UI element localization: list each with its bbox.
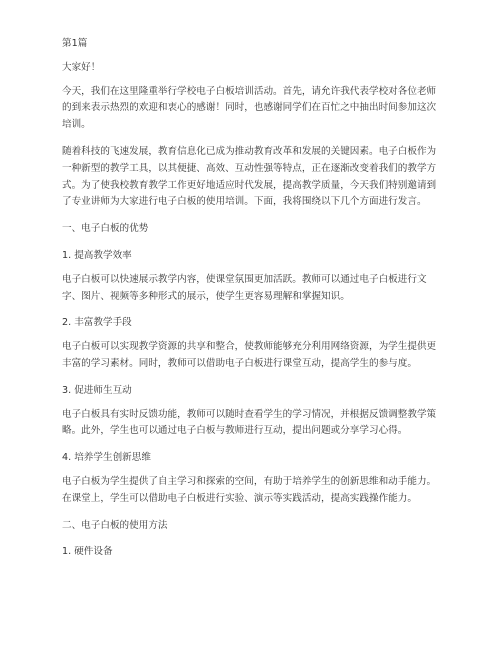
item-5-title: 1. 硬件设备 — [62, 546, 113, 558]
item-4-body: 电子白板为学生提供了自主学习和探索的空间，有助于培养学生的创新思维和动手能力。在课堂上，学生可以借助电子白板进行实验、演示等实践活动，提高实践操作能力。 — [62, 475, 437, 504]
item-1-title: 1. 提高教学效率 — [62, 249, 132, 261]
document-page — [62, 36, 444, 561]
item-1-body: 电子白板可以快速展示教学内容，使课堂氛围更加活跃。教师可以通过电子白板进行文字、图片、视频等多种形式的展示，使学生更容易理解和掌握知识。 — [62, 273, 427, 302]
section-2-title: 二、电子白板的使用方法 — [62, 519, 168, 531]
item-2-title: 2. 丰富教学手段 — [62, 317, 132, 329]
section-1-title: 一、电子白板的优势 — [62, 223, 149, 235]
item-2-body: 电子白板可以实现教学资源的共享和整合，使教师能够充分利用网络资源，为学生提供更丰富的学习素材。同时，教师可以借助电子白板进行课堂互动，提高学生的参与度。 — [62, 341, 437, 369]
item-4-title: 4. 培养学生创新思维 — [62, 452, 151, 464]
document-heading: 第1篇 — [62, 38, 88, 49]
intro-paragraph-2: 随着科技的飞速发展，教育信息化已成为推动教育改革和发展的关键因素。电子白板作为一种新型的教学工具，以其便捷、高效、互动性强等特点，正在逐渐改变着我们的教学方式。为了使我校教育教学工作更好地适应时代发展，提高教学质量，今天我们特别邀请到了专业讲师为大家进行电子白板的使用培训。下面，我将围绕以下几个方面进行发言。 — [62, 145, 437, 208]
intro-paragraph-1: 今天，我们在这里隆重举行学校电子白板培训活动。首先，请允许我代表学校对各位老师的到来表示热烈的欢迎和衷心的感谢！同时，也感谢同学们在百忙之中抽出时间参加这次培训。 — [62, 85, 437, 131]
greeting: 大家好！ — [62, 61, 101, 73]
item-3-body: 电子白板具有实时反馈功能，教师可以随时查看学生的学习情况，并根据反馈调整教学策略。此外，学生也可以通过电子白板与教师进行互动，提出问题或分享学习心得。 — [62, 408, 437, 437]
item-3-title: 3. 促进师生互动 — [62, 384, 132, 396]
